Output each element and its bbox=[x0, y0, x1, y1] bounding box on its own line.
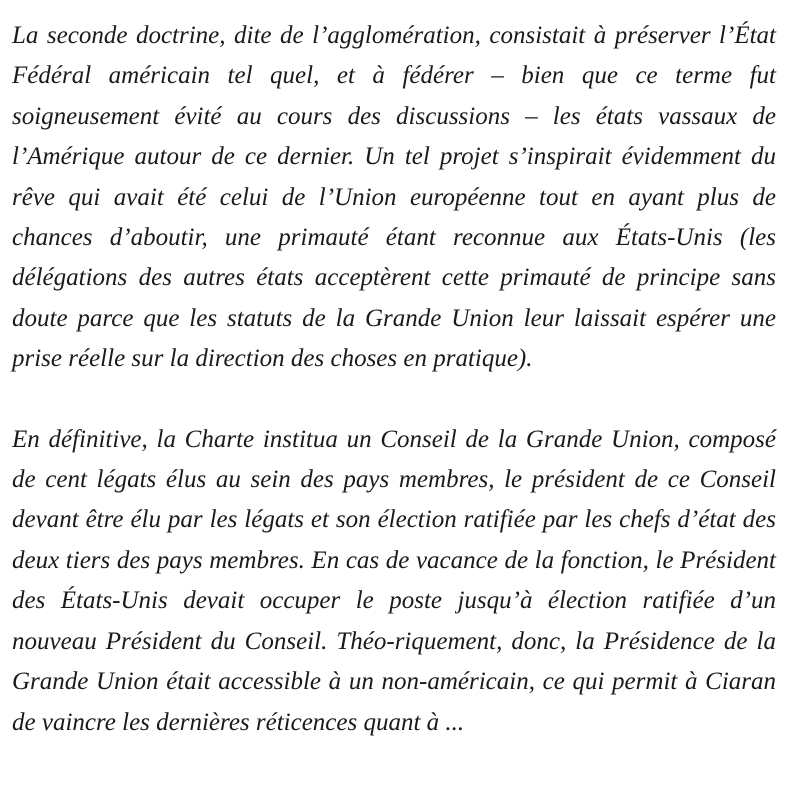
paragraph-charter-council: En définitive, la Charte institua un Conseil de la Grande Union, composé de cent légats élus au sein des pays membres, le président de ce Conseil devant être élu par les légats et son élection ratifiée par les chefs d’état des deux tiers des pays membres. En cas de vacance de la fonction, le Président des États-Unis devait occuper le poste jusqu’à élection ratifiée d’un nouveau Président du Conseil. Théo-riquement, donc, la Présidence de la Grande Union était accessible à un non-américain, ce qui permit à Ciaran de vaincre les dernières réticences quant à ... bbox=[12, 425, 776, 736]
document-page bbox=[12, 16, 776, 743]
paragraph-spacer bbox=[12, 380, 776, 420]
paragraph-agglomeration-doctrine: La seconde doctrine, dite de l’agglomération, consistait à préserver l’État Fédéral américain tel quel, et à fédérer – bien que ce terme fut soigneusement évité au cours des discussions – les états vassaux de l’Amérique autour de ce dernier. Un tel projet s’inspirait évidemment du rêve qui avait été celui de l’Union européenne tout en ayant plus de chances d’aboutir, une primauté étant reconnue aux États-Unis (les délégations des autres états acceptèrent cette primauté de principe sans doute parce que les statuts de la Grande Union leur laissait espérer une prise réelle sur la direction des choses en pratique). bbox=[12, 22, 776, 373]
